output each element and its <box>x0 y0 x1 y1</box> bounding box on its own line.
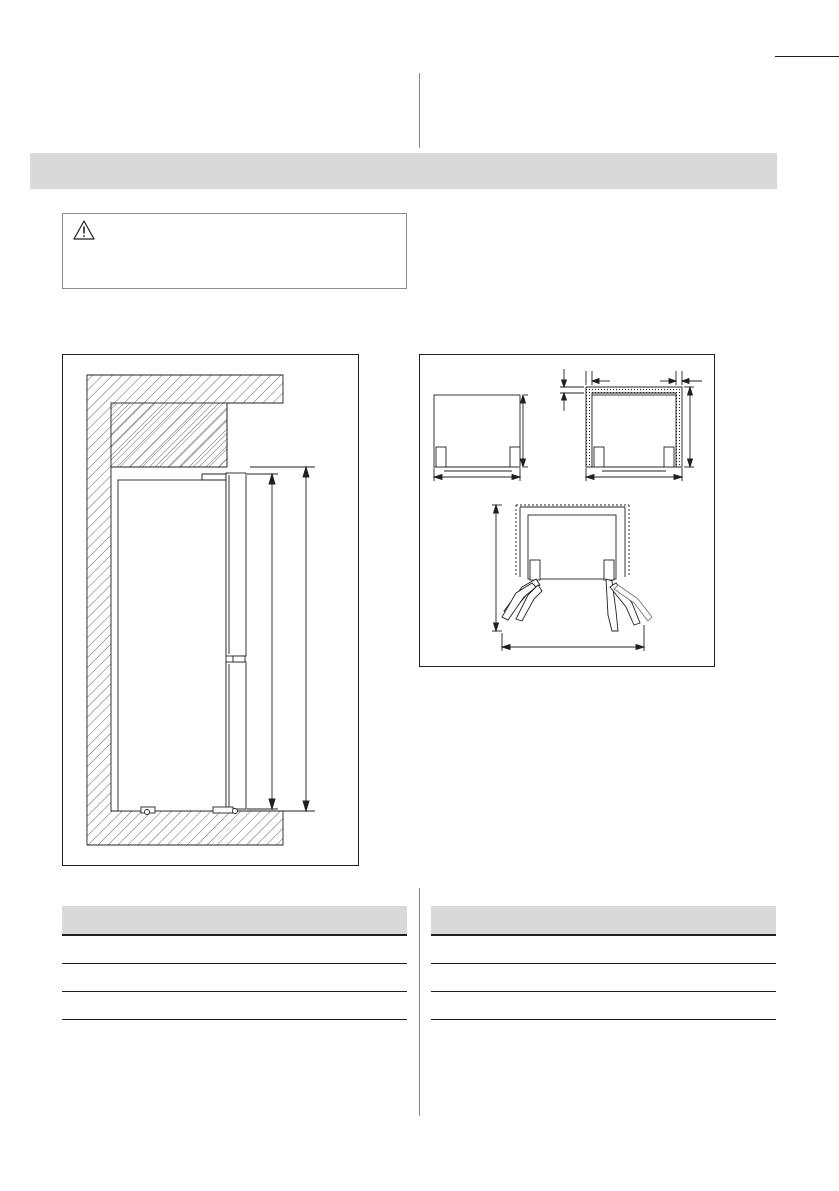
warning-triangle-icon <box>73 220 95 240</box>
table-row <box>62 964 407 992</box>
table-row <box>431 936 776 964</box>
table-row <box>431 992 776 1020</box>
top-view-door-opening <box>492 505 652 651</box>
warning-box <box>62 213 407 289</box>
front-view-with-clearances <box>560 369 702 481</box>
front-and-top-view-clearance-diagram <box>419 354 715 667</box>
table-column-divider <box>419 888 420 1116</box>
crop-mark-top-right <box>775 56 839 57</box>
height-dimension-lines <box>247 467 315 811</box>
table-row <box>431 964 776 992</box>
upper-cabinet <box>111 403 227 467</box>
table-row <box>62 992 407 1020</box>
appliance-side-profile <box>118 473 246 815</box>
table-header <box>431 906 776 936</box>
left-spec-table <box>62 906 407 1020</box>
section-heading-band <box>30 153 777 189</box>
front-view-width-height <box>434 395 528 481</box>
side-view-installation-diagram <box>62 354 359 866</box>
right-spec-table <box>431 906 776 1020</box>
table-row <box>62 936 407 964</box>
header-column-divider <box>419 73 420 148</box>
table-header <box>62 906 407 936</box>
